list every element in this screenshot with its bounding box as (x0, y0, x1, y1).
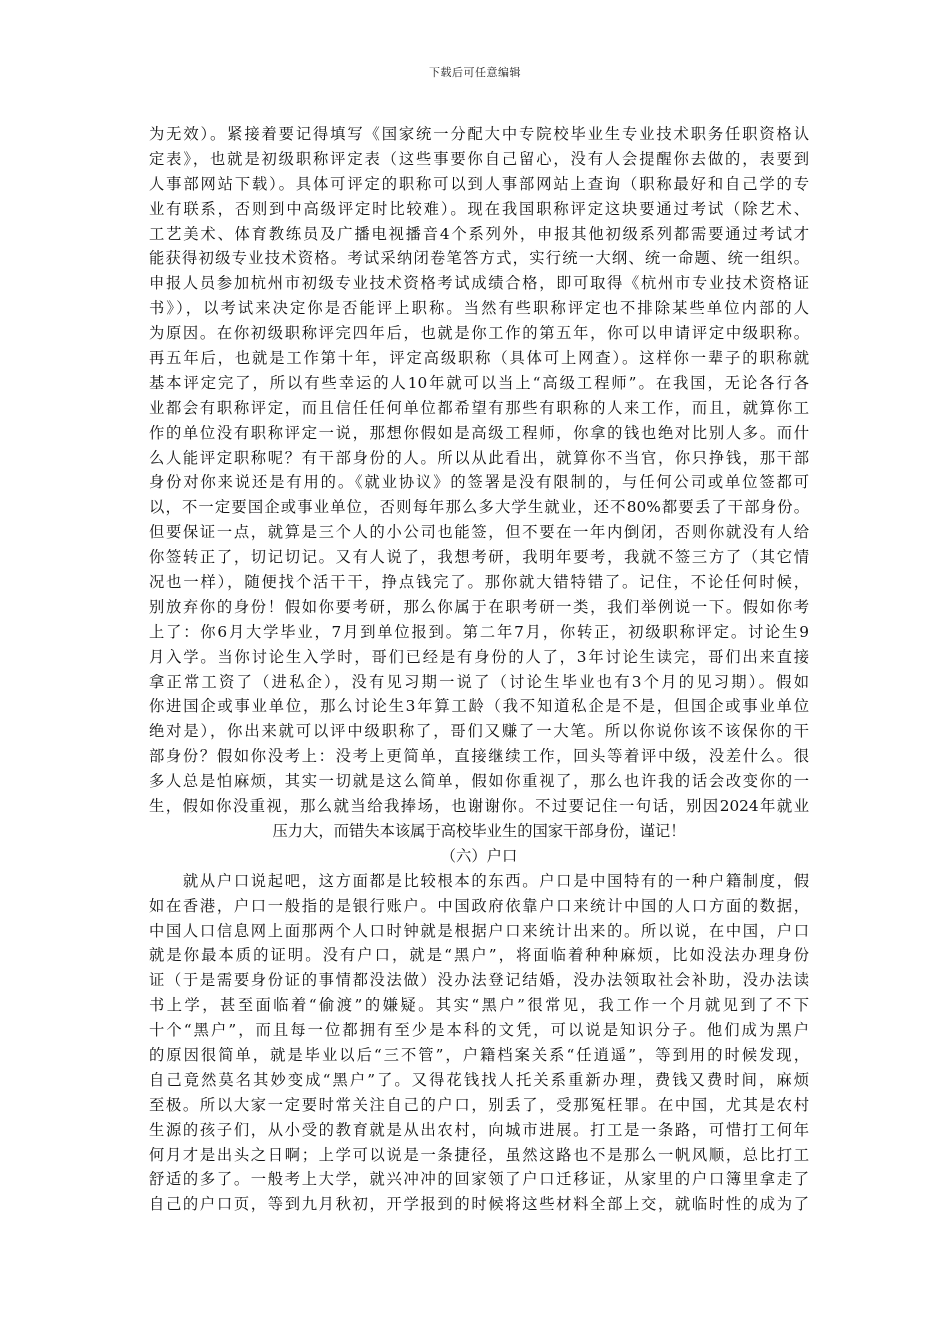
document-body (149, 122, 809, 1217)
text-line: 你签转正了，切记切记。又有人说了，我想考研，我明年要考，我就不签三方了（其它情 (149, 548, 809, 567)
text-line: 拿正常工资了（进私企），没有见习期一说了（讨论生毕业也有3个月的见习期）。假如 (149, 672, 809, 691)
text-line: 定表》，也就是初级职称评定表（这些事要你自己留心，没有人会提醒你去做的，表要到 (149, 149, 809, 168)
text-line: 么人能评定职称呢？有干部身份的人。所以从此看出，就算你不当官，你只挣钱，那干部 (149, 448, 809, 467)
text-line: 但要保证一点，就算是三个人的小公司也能签，但不要在一年内倒闭，否则你就没有人给 (149, 523, 809, 542)
text-line: 工艺美术、体育教练员及广播电视播音4个系列外，申报其他初级系列都需要通过考试才 (149, 224, 809, 243)
paragraph-job-title-evaluation (149, 122, 809, 844)
paragraph-hukou (149, 869, 809, 1217)
text-line: 何月才是出头之日啊；上学可以说是一条捷径，虽然这路也不是那么一帆风顺，总比打工 (149, 1145, 809, 1164)
text-line: 为原因。在你初级职称评完四年后，也就是你工作的第五年，你可以申请评定中级职称。 (149, 324, 809, 343)
text-line: 十个“黑户”，而且每一位都拥有至少是本科的文凭，可以说是知识分子。他们成为黑户 (149, 1021, 809, 1040)
text-line: 月入学。当你讨论生入学时，哥们已经是有身份的人了，3年讨论生读完，哥们出来直接 (149, 647, 809, 666)
text-line: 能获得初级专业技术资格。考试采纳闭卷笔答方式，实行统一大纲、统一命题、统一组织。 (149, 249, 809, 268)
text-line: 以，不一定要国企或事业单位，否则每年那么多大学生就业，还不80%都要丢了干部身份。 (149, 498, 809, 517)
text-line: 部身份？假如你没考上：没考上更简单，直接继续工作，回头等着评中级，没差什么。很 (149, 747, 809, 766)
text-line: 证（于是需要身份证的事情都没法做）没办法登记结婚，没办法领取社会补助，没办法读 (149, 971, 809, 990)
text-line: 况也一样），随便找个活干干，挣点钱完了。那你就大错特错了。记住，不论任何时候， (149, 573, 809, 592)
text-line: 的原因很简单，就是毕业以后“三不管”，户籍档案关系“任逍遥”，等到用的时候发现， (149, 1045, 809, 1064)
text-line: 就是你最本质的证明。没有户口，就是“黑户”，将面临着种种麻烦，比如没法办理身份 (149, 946, 809, 965)
text-line: 绝对是），你出来就可以评中级职称了，哥们又赚了一大笔。所以你说你该不该保你的干 (149, 722, 809, 741)
text-line: 人事部网站下载）。具体可评定的职称可以到人事部网站上查询（职称最好和自己学的专 (149, 174, 809, 193)
text-line: 舒适的多了。一般考上大学，就兴冲冲的回家领了户口迁移证，从家里的户口簿里拿走了 (149, 1170, 809, 1189)
section-heading-hukou: （六）户口 (440, 846, 518, 865)
text-line: 上了：你6月大学毕业，7月到单位报到。第二年7月，你转正，初级职称评定。讨论生9 (149, 622, 809, 641)
page-header: 下载后可任意编辑 (429, 66, 521, 79)
text-line: 压力大，而错失本该属于高校毕业生的国家干部身份，谨记！ (272, 821, 686, 840)
text-line: 业有联系，否则到中高级评定时比较难）。现在我国职称评定这块要通过考试（除艺术、 (149, 199, 809, 218)
text-line: 生源的孩子们，从小受的教育就是从出农村，向城市进展。打工是一条路，可惜打工何年 (149, 1120, 809, 1139)
text-line: 你进国企或事业单位，那么讨论生3年算工龄（我不知道私企是不是，但国企或事业单位 (149, 697, 809, 716)
text-line: 别放弃你的身份！假如你要考研，那么你属于在职考研一类，我们举例说一下。假如你考 (149, 597, 809, 616)
text-line: 基本评定完了，所以有些幸运的人10年就可以当上“高级工程师”。在我国，无论各行各 (149, 373, 809, 392)
text-line: 作的单位没有职称评定一说，那想你假如是高级工程师，你拿的钱也绝对比别人多。而什 (149, 423, 809, 442)
text-line: 业都会有职称评定，而且信任任何单位都希望有那些有职称的人来工作，而且，就算你工 (149, 398, 809, 417)
text-line: 就从户口说起吧，这方面都是比较根本的东西。户口是中国特有的一种户籍制度，假 (149, 871, 809, 890)
text-line: 多人总是怕麻烦，其实一切就是这么简单，假如你重视了，那么也许我的话会改变你的一 (149, 772, 809, 791)
text-line: 再五年后，也就是工作第十年，评定高级职称（具体可上网查）。这样你一辈子的职称就 (149, 349, 809, 368)
text-line: 身份对你来说还是有用的。《就业协议》的签署是没有限制的，与任何公司或单位签都可 (149, 473, 809, 492)
text-line: 书》），以考试来决定你是否能评上职称。当然有些职称评定也不排除某些单位内部的人 (149, 299, 809, 318)
text-line: 生，假如你没重视，那么就当给我捧场，也谢谢你。不过要记住一句话，别因2024年就业 (149, 797, 809, 816)
text-line: 如在香港，户口一般指的是银行账户。中国政府依靠户口来统计中国的人口方面的数据， (149, 896, 809, 915)
text-line: 申报人员参加杭州市初级专业技术资格考试成绩合格，即可取得《杭州市专业技术资格证 (149, 274, 809, 293)
text-line: 为无效）。紧接着要记得填写《国家统一分配大中专院校毕业生专业技术职务任职资格认 (149, 125, 809, 143)
text-line: 中国人口信息网上面那两个人口时钟就是根据户口来统计出来的。所以说，在中国，户口 (149, 921, 809, 940)
text-line: 至极。所以大家一定要时常关注自己的户口，别丢了，受那冤枉罪。在中国，尤其是农村 (149, 1095, 809, 1114)
text-line: 自己的户口页，等到九月秋初，开学报到的时候将这些材料全部上交，就临时性的成为了 (149, 1195, 809, 1214)
text-line: 自己竟然莫名其妙变成“黑户”了。又得花钱找人托关系重新办理，费钱又费时间，麻烦 (149, 1070, 809, 1089)
text-line: 书上学，甚至面临着“偷渡”的嫌疑。其实“黑户”很常见，我工作一个月就见到了不下 (149, 996, 809, 1015)
